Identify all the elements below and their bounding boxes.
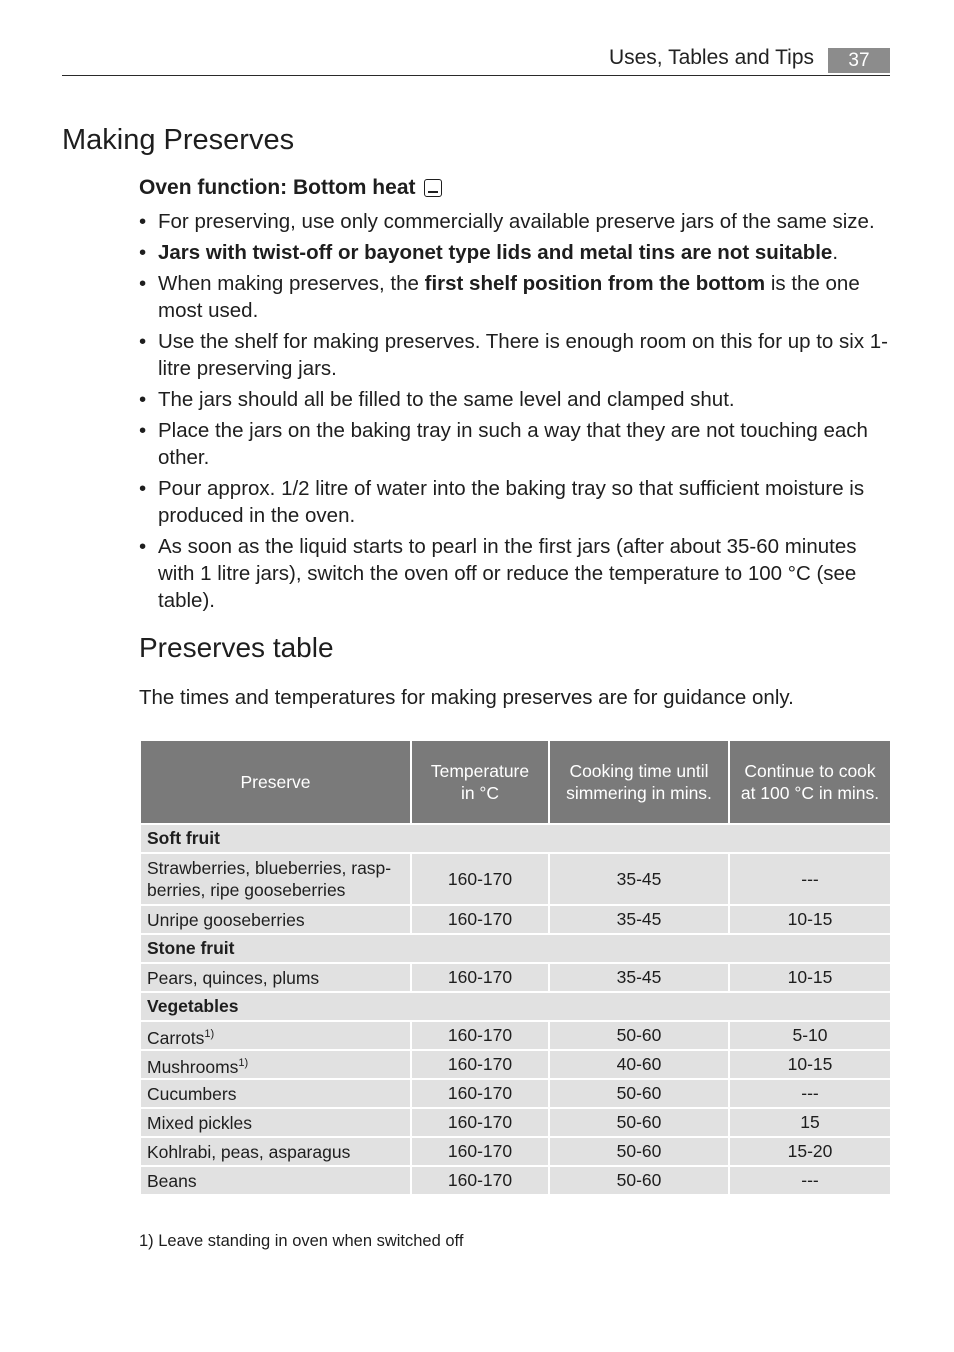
header-continue-cook: Continue to cook at 100 °C in mins.: [729, 740, 891, 824]
preserve-name: Pears, quinces, plums: [147, 967, 320, 988]
instruction-list: [139, 208, 891, 614]
table-row: [140, 1021, 891, 1050]
preserve-name: Carrots: [147, 1027, 205, 1048]
cell-preserve: [140, 1050, 411, 1079]
table-group-row: [140, 824, 891, 853]
cell-continue-cook: 10-15: [729, 905, 891, 934]
cell-temperature: 160-170: [411, 1108, 549, 1137]
cell-continue-cook: 15: [729, 1108, 891, 1137]
cell-cooking-time: 35-45: [549, 905, 729, 934]
list-item: • Jars with twist-off or bayonet type lids and metal tins are not suitable.: [139, 239, 891, 266]
header-temperature: Temperature in °C: [411, 740, 549, 824]
section-title: Uses, Tables and Tips: [608, 46, 814, 69]
page-title: Making Preserves: [62, 124, 295, 156]
cell-cooking-time: 50-60: [549, 1166, 729, 1195]
cell-continue-cook: 5-10: [729, 1021, 891, 1050]
cell-preserve: [140, 853, 411, 905]
table-note: The times and temperatures for making preserves are for guidance only.: [139, 686, 794, 709]
cell-cooking-time: 35-45: [549, 963, 729, 992]
page-number: 37: [828, 48, 890, 73]
cell-temperature: 160-170: [411, 1021, 549, 1050]
cell-temperature: 160-170: [411, 1050, 549, 1079]
cell-temperature: 160-170: [411, 963, 549, 992]
cell-cooking-time: 50-60: [549, 1108, 729, 1137]
group-label: Stone fruit: [140, 934, 891, 963]
preserve-name: Unripe gooseberries: [147, 909, 305, 930]
cell-cooking-time: 40-60: [549, 1050, 729, 1079]
group-label: Soft fruit: [140, 824, 891, 853]
table-group-row: [140, 934, 891, 963]
list-item: • When making preserves, the first shelf position from the bottom is the one most used.: [139, 270, 891, 324]
cell-temperature: 160-170: [411, 1079, 549, 1108]
table-row: [140, 963, 891, 992]
cell-preserve: [140, 1079, 411, 1108]
cell-temperature: 160-170: [411, 853, 549, 905]
cell-temperature: 160-170: [411, 1166, 549, 1195]
list-item: • Place the jars on the baking tray in such a way that they are not touching each other.: [139, 417, 891, 471]
preserve-name: Cucumbers: [147, 1083, 237, 1104]
footnote: 1) Leave standing in oven when switched off: [139, 1232, 464, 1250]
table-row: [140, 1137, 891, 1166]
header-preserve: Preserve: [140, 740, 411, 824]
cell-preserve: [140, 963, 411, 992]
preserve-name: Strawberries, blueberries, rasp-berries, ripe gooseberries: [147, 858, 392, 900]
list-item: • The jars should all be filled to the same level and clamped shut.: [139, 386, 891, 413]
preserve-name: Kohlrabi, peas, asparagus: [147, 1141, 351, 1162]
main-content: [139, 176, 891, 710]
preserve-name: Beans: [147, 1170, 197, 1191]
cell-cooking-time: 35-45: [549, 853, 729, 905]
preserves-table: [139, 739, 892, 1196]
cell-preserve: [140, 1137, 411, 1166]
cell-continue-cook: 10-15: [729, 963, 891, 992]
oven-function: [139, 176, 891, 200]
cell-temperature: 160-170: [411, 905, 549, 934]
table-row: [140, 1166, 891, 1195]
cell-cooking-time: 50-60: [549, 1079, 729, 1108]
cell-continue-cook: 10-15: [729, 1050, 891, 1079]
table-title: Preserves table: [139, 632, 334, 663]
cell-temperature: 160-170: [411, 1137, 549, 1166]
list-item: • For preserving, use only commercially available preserve jars of the same size.: [139, 208, 891, 235]
page-header: [62, 44, 890, 76]
footnote-ref: 1): [204, 1027, 215, 1040]
footnote-ref: 1): [238, 1056, 249, 1069]
preserve-name: Mushrooms: [147, 1056, 239, 1077]
list-item: • As soon as the liquid starts to pearl in the first jars (after about 35-60 minutes with 1 litre jars), switch the oven off or reduce the temperature to 100 °C (see table).: [139, 533, 891, 614]
cell-continue-cook: ---: [729, 1166, 891, 1195]
preserve-name: Mixed pickles: [147, 1112, 253, 1133]
table-row: [140, 853, 891, 905]
group-label: Vegetables: [140, 992, 891, 1021]
cell-continue-cook: 15-20: [729, 1137, 891, 1166]
cell-continue-cook: ---: [729, 853, 891, 905]
list-item: • Use the shelf for making preserves. There is enough room on this for up to six 1-litre preserving jars.: [139, 328, 891, 382]
table-row: [140, 1108, 891, 1137]
cell-preserve: [140, 1166, 411, 1195]
table-header-row: [140, 740, 891, 824]
cell-preserve: [140, 905, 411, 934]
header-cooking-time: Cooking time until simmering in mins.: [549, 740, 729, 824]
cell-preserve: [140, 1108, 411, 1137]
bottom-heat-icon: [424, 179, 442, 197]
table-body: [140, 824, 891, 1195]
oven-function-label: Oven function: Bottom heat: [139, 176, 416, 199]
table-group-row: [140, 992, 891, 1021]
table-row: [140, 905, 891, 934]
table-row: [140, 1050, 891, 1079]
cell-preserve: [140, 1021, 411, 1050]
cell-cooking-time: 50-60: [549, 1021, 729, 1050]
table-row: [140, 1079, 891, 1108]
cell-cooking-time: 50-60: [549, 1137, 729, 1166]
list-item: • Pour approx. 1/2 litre of water into the baking tray so that sufficient moisture is produced in the oven.: [139, 475, 891, 529]
cell-continue-cook: ---: [729, 1079, 891, 1108]
